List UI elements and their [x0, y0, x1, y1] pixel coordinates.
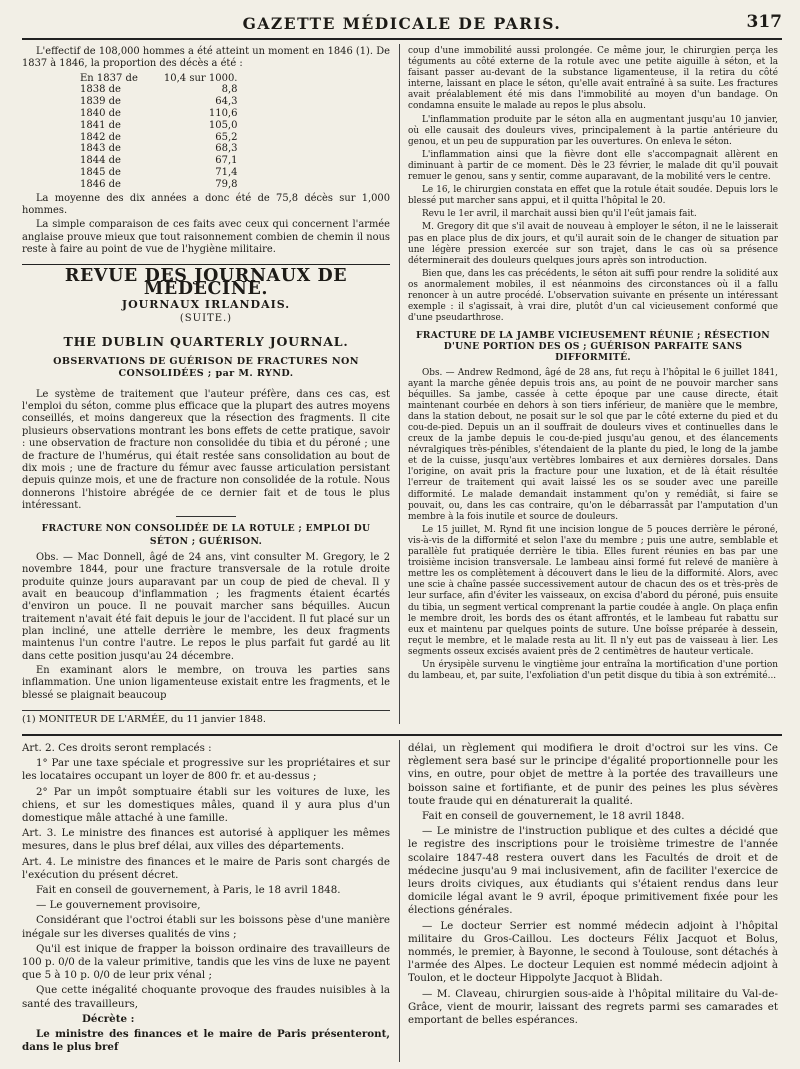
art4: Art. 4. Le ministre des finances et le maire de Paris sont chargés de l'exécution du présent décret.	[22, 855, 390, 881]
year-value: 68,3	[215, 143, 238, 155]
seton-paragraph: Le système de traitement que l'auteur préfère, dans ces cas, est l'emploi du séton, comme plus efficace que la plupart des autres moyens conseillés, et moins dangereux que la résection des fragments. Il cite plusieurs observations montrant les bons effets de cette pratique, savoir : une observation de fracture non consolidée du tibia et du péroné ; une de fracture de l'humérus, qui était restée sans consolidation au bout de dix mois ; une de fracture du fémur avec fausse articulation persistant depuis quinze mois, et une de fracture non consolidée de la rotule. Nous donnerons l'histoire abrégée de ce dernier fait et de tous le plus intéressant.	[22, 388, 390, 511]
year-label: 1839 de	[80, 96, 121, 108]
page-header	[22, 8, 782, 38]
effectif-paragraph: L'effectif de 108,000 hommes a été atteint un moment en 1846 (1). De 1837 à 1846, la proportion des décès a été :	[22, 46, 390, 70]
ministre-finances: Le ministre des finances et le maire de Paris présenteront, dans le plus bref	[22, 1028, 390, 1054]
year-value: 105,0	[208, 119, 238, 131]
decree-left-column	[22, 742, 390, 1056]
right-column	[408, 46, 778, 684]
observations-title: OBSERVATIONS DE GUÉRISON DE FRACTURES NON CONSOLIDÉES ; par M. RYND.	[53, 356, 359, 380]
footnote: (1) MONITEUR DE L'ARMÉE, du 11 janvier 1848.	[22, 710, 390, 726]
obs-redmond: Obs. — Andrew Redmond, âgé de 28 ans, fut reçu à l'hôpital le 6 juillet 1841, ayant la marche gênée depuis trois ans, au point de ne pouvoir marcher sans béquilles. Sa jambe, cassée à cette époque par une cause directe, était maintenant courbée en dehors à son tiers inférieur, de manière que le membre, dans la station debout, ne posait sur le sol que par le côté externe du pied et du cou-de-pied. Depuis un an il souffrait de douleurs vives et continuelles dans le creux de la jambe depuis le cou-de-pied jusqu'au genou, et des élancements névralgiques très-pénibles, s'étendaient de la plante du pied, le long de la jambe et de la cuisse, jusqu'aux vertèbres lombaires et aux dernières dorsales. Dans l'origine, on avait pris la fracture pour une luxation, et de là était résultée l'erreur de traitement qui avait laissé les os se souder avec une pareille difformité. Le malade demandait instamment qu'on y remédiât, si faire se pouvait, ou, dans les cas contraire, qu'on le débarrassât par l'amputation d'un membre à la fois inutile et source de douleurs.	[408, 367, 778, 522]
comparaison-paragraph: La simple comparaison de ces faits avec ceux qui concernent l'armée anglaise prouve mieux que tout raisonnement combien de chemin il nous reste à faire au point de vue de l'hygiène militaire.	[22, 219, 390, 256]
year-label: 1846 de	[80, 178, 121, 190]
impot-item: 2° Par un impôt somptuaire établi sur les voitures de luxe, les chiens, et sur les domestiques mâles, quand il y aura plus d'un domestique mâle attaché à une famille.	[22, 785, 390, 825]
revu-paragraph: Revu le 1er avril, il marchait aussi bien qu'il l'eût jamais fait.	[422, 209, 697, 220]
fievre-paragraph: L'inflammation ainsi que la fièvre dont elle s'accompagnait allèrent en diminuant à partir de ce moment. Dès le 23 février, le malade dit qu'il pouvait remuer le genou, sans y sentir, comme auparavant, de la mobilité vers le centre.	[408, 149, 778, 183]
bottom-section-rule	[22, 734, 782, 736]
year-row	[70, 132, 241, 144]
year-row	[70, 179, 241, 191]
bottom-column-divider	[399, 740, 400, 1062]
year-value: 10,4 sur 1000.	[163, 72, 238, 84]
nominations: — Le docteur Serrier est nommé médecin adjoint à l'hôpital militaire du Gros-Caillou. Les docteurs Félix Jacquot et Bolus, nommés, le premier, à Bayonne, le second à Toulouse, sont détachés à l'armée des Alpes. Le docteur Lequien est nommé médecin adjoint à Toulon, et le docteur Hippolyte Jacquot à Blidah.	[408, 919, 778, 985]
year-value: 67,1	[215, 155, 238, 167]
year-label: 1840 de	[80, 108, 121, 120]
art3: Art. 3. Le ministre des finances est autorisé à appliquer les mêmes mesures, dans le plus bref délai, aux villes des départements.	[22, 827, 390, 853]
year-label: 1842 de	[80, 131, 121, 143]
decrete: Décrète :	[82, 1012, 135, 1025]
header-rule	[22, 38, 782, 40]
year-row	[70, 73, 241, 85]
year-label: 1844 de	[80, 155, 121, 167]
taxe-item: 1° Par une taxe spéciale et progressive sur les propriétaires et sur les locataires occupant un loyer de 800 fr. et au-dessus ;	[22, 757, 390, 783]
column-divider	[399, 44, 400, 724]
operation-paragraph: Le 15 juillet, M. Rynd fit une incision longue de 5 pouces derrière le péroné, vis-à-vis de la difformité et selon l'axe du membre ; puis une autre, semblable et parallèle fut pratiquée derrière le tibia. Elles furent réunies en bas par une troisième incision transversale. Le lambeau ainsi formé fut relevé de manière à mettre les os complètement à découvert dans le lieu de la difformité. Alors, avec une scie à chaîne passée successivement autour de chacun des os et très-près de leur surface, afin d'éviter les vaisseaux, on excisa d'abord du péroné, puis ensuite du tibia, un segment vertical comprenant la partie coudée à angle. On plaça enfin le membre droit, les bords des os étant affrontés, et le lambeau fut rabattu sur eux et maintenu par quelques points de suture. Une boîsse préparée à dessein, reçut le membre, et le malade resta au lit. Il n'y eut pas de vaisseau à lier. Les segments osseux excisés avaient près de 2 centimètres de hauteur verticale.	[408, 524, 778, 657]
year-row	[70, 120, 241, 132]
year-row	[70, 84, 241, 96]
section-title: REVUE DES JOURNAUX DE MÉDECINE.	[22, 264, 390, 295]
erysipele-paragraph: Un érysipèle survenu le vingtième jour entraîna la mortification d'une portion du lambeau, et, par suite, l'exfoliation d'un petit disque du tibia à son extrémité...	[408, 659, 778, 682]
year-row	[70, 167, 241, 179]
inflammation-paragraph: L'inflammation produite par le séton alla en augmentant jusqu'au 10 janvier, où elle causait des douleurs vives, principalement à la partie antérieure du genou, et un peu de suppuration par les ouvertures. On enleva le séton.	[408, 114, 778, 147]
journal-heading: THE DUBLIN QUARTERLY JOURNAL.	[63, 333, 349, 349]
year-value: 65,2	[215, 131, 238, 143]
page-number: 317	[746, 12, 782, 32]
decree-right-column	[408, 742, 778, 1029]
continuation-paragraph: coup d'une immobilité aussi prolongée. Ce même jour, le chirurgien perça les téguments au côté externe de la rotule avec une petite aiguille à séton, et la faisant passer au-devant de la substance ligamenteuse, il la retira du côté interne, laissant en place le séton, qu'elle avait entraîné à sa suite. Les fractures avait préalablement été mis dans l'immobilité au moyen d'un bandage. On condamna ensuite le malade au repos le plus absolu.	[408, 46, 778, 112]
journaux-heading: JOURNAUX IRLANDAIS.	[121, 298, 291, 312]
inscriptions: — Le ministre de l'instruction publique et des cultes a décidé que le registre des inscriptions pour le troisième trimestre de l'année scolaire 1847-48 restera ouvert dans les Facultés de droit et de médecine jusqu'au 9 mai inclusivement, afin de faciliter l'exercice de leurs droits civiques, aux étudiants qui s'étaient rendus dans leur domicile légal avant le 9 avril, époque primitivement fixée pour les élections générales.	[408, 825, 778, 917]
reglement: délai, un règlement qui modifiera le droit d'octroi sur les vins. Ce règlement sera basé sur le principe d'égalité proportionnelle pour les vins, en outre, pour objet de mettre à la portée des travailleurs une boisson saine et fortifiante, et de punir des peines les plus sévères toute fraude qui en dénaturerait la qualité.	[408, 742, 778, 807]
year-row	[70, 96, 241, 108]
soudure-paragraph: Le 16, le chirurgien constata en effet que la rotule était soudée. Depuis lors le blessé put marcher sans appui, et il quitta l'hôpital le 20.	[408, 185, 778, 207]
gregory-paragraph: M. Gregory dit que s'il avait de nouveau à employer le séton, il ne le laisserait pas en place plus de dix jours, et qu'il aurait soin de le changer de situation par une légère pression exercée sur son trajet, dans le cas où sa présence déterminerait des douleurs quelques jours après son introduction.	[408, 222, 778, 266]
rotule-title: FRACTURE NON CONSOLIDÉE DE LA ROTULE ; EMPLOI DU SÉTON ; GUÉRISON.	[41, 523, 371, 547]
journal-title: GAZETTE MÉDICALE DE PARIS.	[242, 14, 562, 33]
bien-que-paragraph: Bien que, dans les cas précédents, le séton ait suffi pour rendre la solidité aux os anormalement mobiles, il est néanmoins des circonstances où il a fallu renoncer à un autre procédé. L'observation suivante en présente un intéressant exemple : il s'agissait, à vrai dire, plutôt d'un cal vicieusement conformé que d'une pseudarthrose.	[408, 268, 778, 324]
year-row	[70, 143, 241, 155]
year-value: 71,4	[215, 167, 238, 179]
year-label: 1845 de	[80, 167, 121, 179]
year-value: 79,8	[215, 178, 238, 190]
obs-mac-donnell: Obs. — Mac Donnell, âgé de 24 ans, vint consulter M. Gregory, le 2 novembre 1844, pour une fracture transversale de la rotule droite produite quinze jours auparavant par un coup de pied de cheval. Il y avait en beaucoup d'inflammation ; les fragments étaient écartés d'environ un pouce. Il ne pouvait marcher sans béquilles. Aucun traitement n'avait été fait depuis le jour de l'accident. Il fut placé sur un plan incliné, une attelle derrière le membre, les deux fragments maintenus l'un contre l'autre. Le repos le plus parfait fut gardé au lit dans cette position jusqu'au 24 décembre.	[22, 551, 390, 662]
divider	[176, 516, 236, 517]
fait-conseil: Fait en conseil de gouvernement, le 18 avril 1848.	[422, 810, 685, 823]
year-row	[70, 108, 241, 120]
year-value: 8,8	[221, 84, 238, 96]
inegalite: Que cette inégalité choquante provoque des fraudes nuisibles à la santé des travailleurs,	[22, 984, 390, 1010]
year-label: 1843 de	[80, 143, 121, 155]
year-label: 1841 de	[80, 119, 121, 131]
claveau: — M. Claveau, chirurgien sous-aide à l'hôpital militaire du Val-de-Grâce, vient de mourir, laissant des regrets parmi ses camarades et emportant de belles espérances.	[408, 987, 778, 1027]
gouvernement: — Le gouvernement provisoire,	[36, 899, 201, 912]
mortality-table	[70, 73, 241, 191]
art2: Art. 2. Ces droits seront remplacés :	[22, 742, 212, 754]
moyenne-paragraph: La moyenne des dix années a donc été de 75,8 décès sur 1,000 hommes.	[22, 192, 390, 216]
examen-paragraph: En examinant alors le membre, on trouva les parties sans inflammation. Une union ligamenteuse existait entre les fragments, et le blessé se plaignait beaucoup	[22, 665, 390, 701]
suite-label: (SUITE.)	[179, 313, 233, 325]
considerant: Considérant que l'octroi établi sur les boissons pèse d'une manière inégale sur les diverses qualités de vins ;	[22, 914, 390, 940]
year-value: 110,6	[208, 108, 238, 120]
inique: Qu'il est inique de frapper la boisson ordinaire des travailleurs de 100 p. 0/0 de la valeur primitive, tandis que les vins de luxe ne payent que 5 à 10 p. 0/0 de leur prix vénal ;	[22, 942, 390, 982]
year-label: 1838 de	[80, 84, 121, 96]
fracture-title: FRACTURE DE LA JAMBE VICIEUSEMENT RÉUNIE ; RÉSECTION D'UNE PORTION DES OS ; GUÉRISON PARFAITE SANS DIFFORMITÉ.	[415, 330, 770, 364]
year-value: 64,3	[215, 96, 238, 108]
year-label: En 1837 de	[80, 72, 138, 84]
fait-paris: Fait en conseil de gouvernement, à Paris, le 18 avril 1848.	[36, 884, 341, 897]
left-column	[22, 46, 390, 726]
year-row	[70, 155, 241, 167]
